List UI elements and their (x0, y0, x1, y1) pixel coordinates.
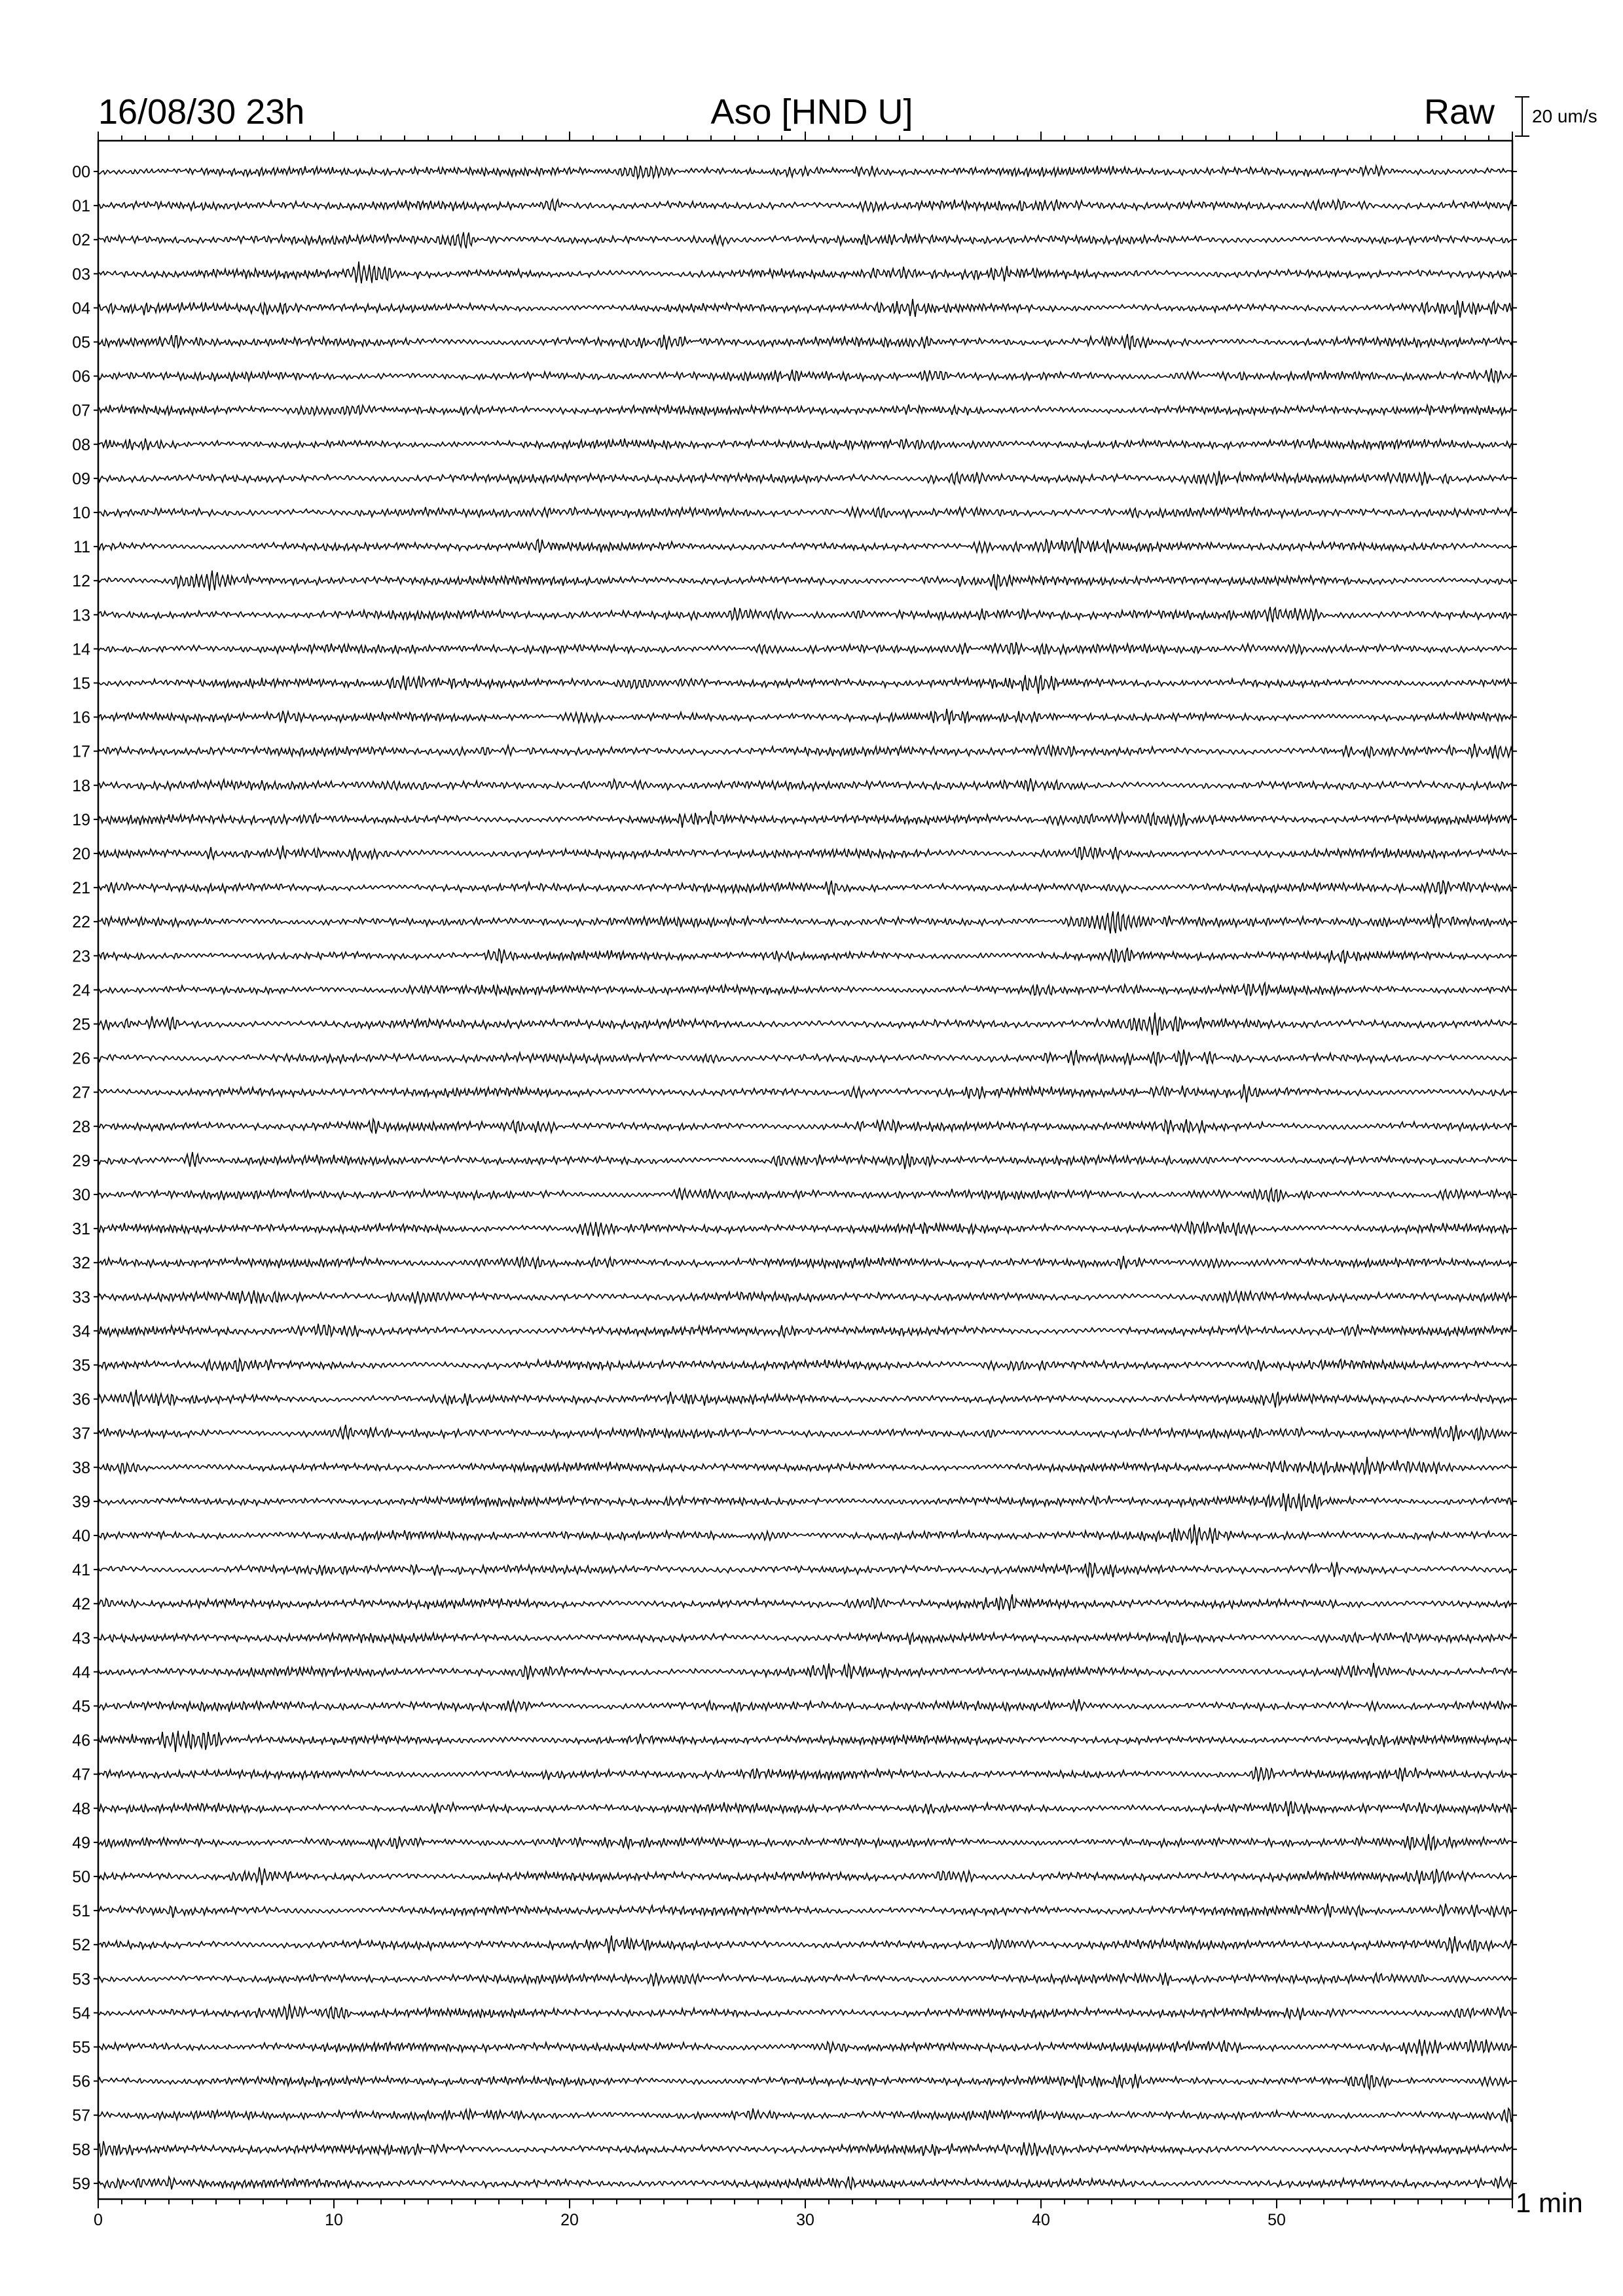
trace-line (98, 507, 1512, 518)
trace-line (98, 537, 1512, 553)
trace-line (98, 1801, 1512, 1816)
row-label: 11 (73, 538, 90, 557)
row-label: 25 (72, 1015, 90, 1034)
trace-line (98, 334, 1512, 350)
row-label: 18 (72, 776, 90, 795)
row-label: 09 (72, 469, 90, 488)
trace-line (98, 1663, 1512, 1680)
row-label: 28 (72, 1117, 90, 1136)
row-label: 38 (72, 1458, 90, 1477)
x-tick-label: 10 (325, 2211, 343, 2229)
datetime-label: 16/08/30 23h (98, 92, 305, 132)
trace-line (98, 1867, 1512, 1885)
row-label: 26 (72, 1049, 90, 1068)
row-label: 49 (72, 1833, 90, 1852)
row-label: 44 (72, 1663, 90, 1682)
row-label: 56 (72, 2072, 90, 2091)
trace-line (98, 811, 1512, 828)
row-label: 10 (72, 504, 90, 522)
x-tick-label: 20 (560, 2211, 579, 2229)
row-label: 29 (72, 1151, 90, 1170)
trace-line (98, 607, 1512, 622)
trace-line (98, 1188, 1512, 1202)
row-label: 05 (72, 333, 90, 352)
trace-line (98, 1359, 1512, 1371)
trace-line (98, 948, 1512, 963)
trace-line (98, 778, 1512, 791)
trace-line (98, 709, 1512, 725)
trace-line (98, 1973, 1512, 1986)
row-label: 54 (72, 2004, 90, 2023)
trace-line (98, 1291, 1512, 1304)
row-label: 15 (72, 674, 90, 693)
trace-line (98, 983, 1512, 996)
trace-line (98, 1935, 1512, 1953)
trace-line (98, 1324, 1512, 1337)
trace-line (98, 200, 1512, 212)
row-label: 50 (72, 1868, 90, 1886)
trace-line (98, 1085, 1512, 1103)
trace-line (98, 2039, 1512, 2056)
row-label: 04 (72, 299, 90, 318)
trace-line (98, 1731, 1512, 1751)
amplitude-scale-label: 20 um/s (1532, 106, 1597, 126)
row-label: 53 (72, 1970, 90, 1989)
trace-line (98, 262, 1512, 283)
trace-line (98, 1457, 1512, 1475)
trace-line (98, 1119, 1512, 1134)
row-label: 30 (72, 1186, 90, 1204)
row-label: 14 (72, 640, 90, 659)
x-tick-label: 30 (796, 2211, 814, 2229)
trace-line (98, 1152, 1512, 1169)
row-label: 03 (72, 265, 90, 284)
row-label: 36 (72, 1390, 90, 1409)
row-label: 39 (72, 1492, 90, 1511)
trace-line (98, 1699, 1512, 1712)
trace-line (98, 1524, 1512, 1545)
x-tick-label: 50 (1267, 2211, 1286, 2229)
trace-line (98, 2141, 1512, 2156)
station-title: Aso [HND U] (710, 92, 913, 132)
row-label: 08 (72, 435, 90, 454)
row-label: 43 (72, 1629, 90, 1648)
row-label: 19 (72, 810, 90, 829)
row-label: 20 (72, 845, 90, 863)
row-label: 51 (72, 1902, 90, 1921)
trace-line (98, 1632, 1512, 1645)
row-label: 21 (72, 879, 90, 898)
x-tick-label: 40 (1032, 2211, 1050, 2229)
trace-line (98, 232, 1512, 249)
row-label: 02 (72, 231, 90, 250)
trace-line (98, 2004, 1512, 2020)
trace-line (98, 2176, 1512, 2189)
row-label: 07 (72, 401, 90, 420)
row-label: 57 (72, 2106, 90, 2125)
row-label: 42 (72, 1595, 90, 1614)
trace-line (98, 471, 1512, 486)
row-label: 46 (72, 1731, 90, 1750)
trace-line (98, 571, 1512, 591)
trace-line (98, 166, 1512, 178)
trace-line (98, 1493, 1512, 1511)
trace-line (98, 2108, 1512, 2122)
row-label: 33 (72, 1288, 90, 1307)
row-label: 59 (72, 2174, 90, 2193)
time-unit-label: 1 min (1516, 2187, 1583, 2218)
trace-line (98, 1903, 1512, 1918)
row-label: 52 (72, 1936, 90, 1955)
row-label: 13 (72, 606, 90, 625)
trace-line (98, 846, 1512, 861)
trace-line (98, 404, 1512, 416)
trace-line (98, 642, 1512, 655)
x-tick-label: 0 (94, 2211, 103, 2229)
row-label: 41 (72, 1561, 90, 1580)
trace-line (98, 1050, 1512, 1066)
row-label: 27 (72, 1083, 90, 1102)
row-label: 55 (72, 2038, 90, 2057)
row-label: 32 (72, 1254, 90, 1273)
trace-line (98, 911, 1512, 933)
mode-label: Raw (1424, 92, 1495, 132)
row-label: 45 (72, 1697, 90, 1716)
row-label: 40 (72, 1527, 90, 1545)
trace-line (98, 1834, 1512, 1850)
row-label: 22 (72, 913, 90, 932)
trace-line (98, 1562, 1512, 1578)
trace-line (98, 2074, 1512, 2089)
row-label: 17 (72, 742, 90, 761)
plot-frame (98, 141, 1512, 2199)
row-label: 12 (72, 572, 90, 591)
row-label: 06 (72, 367, 90, 386)
trace-line (98, 368, 1512, 382)
row-label: 24 (72, 981, 90, 1000)
row-label: 48 (72, 1799, 90, 1818)
trace-line (98, 744, 1512, 759)
trace-line (98, 1594, 1512, 1611)
trace-line (98, 1390, 1512, 1407)
row-label: 16 (72, 708, 90, 727)
row-label: 23 (72, 947, 90, 966)
row-label: 35 (72, 1356, 90, 1375)
trace-line (98, 675, 1512, 693)
row-label: 47 (72, 1765, 90, 1784)
row-label: 34 (72, 1322, 90, 1341)
trace-line (98, 880, 1512, 895)
row-label: 37 (72, 1424, 90, 1443)
trace-line (98, 439, 1512, 450)
trace-line (98, 1221, 1512, 1236)
trace-line (98, 1256, 1512, 1270)
row-label: 58 (72, 2140, 90, 2159)
trace-line (98, 1425, 1512, 1441)
trace-line (98, 1767, 1512, 1782)
row-label: 31 (72, 1220, 90, 1239)
trace-line (98, 299, 1512, 318)
trace-line (98, 1013, 1512, 1035)
row-label: 01 (72, 197, 90, 216)
row-label: 00 (72, 163, 90, 181)
